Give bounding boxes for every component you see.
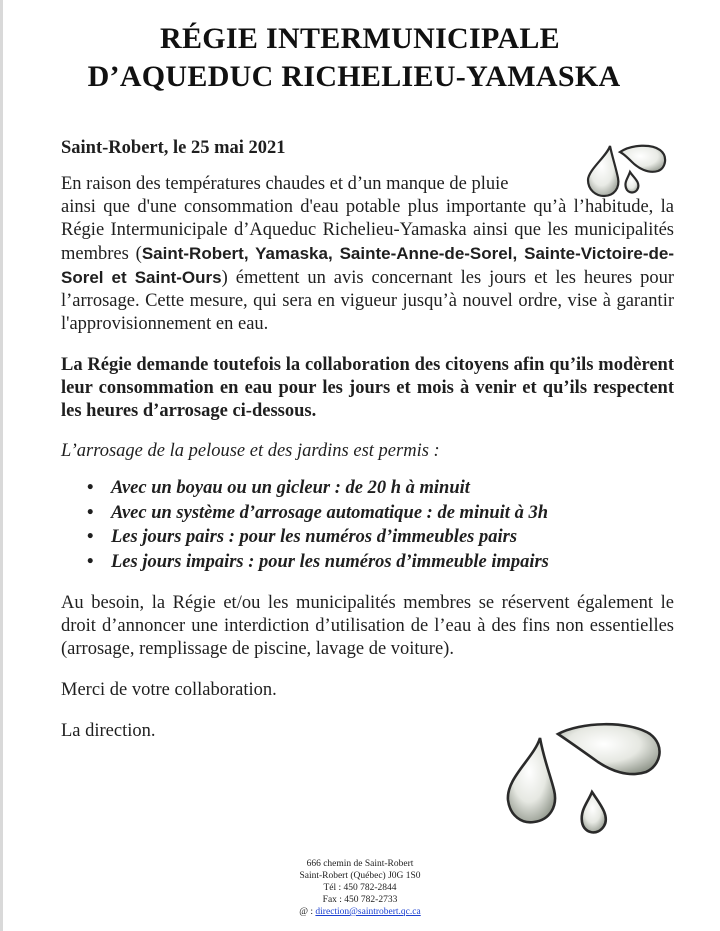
- footer-email-row: [0, 906, 720, 918]
- footer-address-line-1: 666 chemin de Saint-Robert: [306, 859, 414, 869]
- page-title-line-2: D’AQUEDUC RICHELIEU-YAMASKA: [87, 60, 621, 93]
- watering-intro: L’arrosage de la pelouse et des jardins est permis :: [61, 441, 440, 461]
- email-link[interactable]: direction@saintrobert.qc.ca: [315, 907, 421, 917]
- page-border: [0, 0, 3, 931]
- spacer: [61, 661, 674, 679]
- signature: La direction.: [61, 721, 156, 741]
- list-item: • Les jours impairs : pour les numéros d’immeuble impairs: [111, 550, 674, 575]
- spacer: [61, 336, 674, 354]
- watering-rules-list: [61, 476, 674, 574]
- paragraph-1-text-a: ainsi que d'une consommation d'eau potable plus importante qu’à l’habitude, la Régie Intermunicipale d’Aqueduc Richelieu-Yamaska ainsi que les municipalités membres (: [61, 197, 674, 264]
- paragraph-3: Au besoin, la Régie et/ou les municipalités membres se réservent également le droit d’annoncer une interdiction d’utilisation de l’eau à des fins non essentielles (arrosage, remplissage de piscine, lavage de voiture).: [61, 593, 674, 659]
- footer-contact: [0, 858, 720, 918]
- list-item: • Avec un système d’arrosage automatique : de minuit à 3h: [111, 501, 674, 526]
- list-item: • Les jours pairs : pour les numéros d’immeubles pairs: [111, 525, 674, 550]
- page-title-line-1: RÉGIE INTERMUNICIPALE: [160, 22, 560, 55]
- paragraph-2: La Régie demande toutefois la collaboration des citoyens afin qu’ils modèrent leur consommation en eau pour les jours et mois à venir et qu’ils respectent les heures d’arrosage ci-dessous.: [61, 355, 674, 421]
- member-municipalities: Saint-Robert, Yamaska, Sainte-Anne-de-Sorel, Sainte-Victoire-de-Sorel et Saint-Ours: [61, 244, 674, 287]
- letter-date: Saint-Robert, le 25 mai 2021: [61, 138, 286, 158]
- email-prefix: @ :: [299, 907, 314, 917]
- footer-fax: Fax : 450 782-2733: [322, 895, 398, 905]
- letter-body: [61, 138, 674, 743]
- footer-phone: Tél : 450 782-2844: [323, 883, 397, 893]
- paragraph-1-text-b: ) émettent un avis concernant les jours et les heures pour l’arrosage. Cette mesure, qui sera en vigueur jusqu’à nouvel ordre, vise à garantir l'approvisionnement en eau.: [61, 268, 674, 334]
- spacer: [61, 702, 674, 720]
- paragraph-1-first-line: En raison des températures chaudes et d’un manque de pluie: [61, 174, 509, 194]
- footer-address-line-2: Saint-Robert (Québec) J0G 1S0: [299, 871, 421, 881]
- thanks-line: Merci de votre collaboration.: [61, 680, 277, 700]
- spacer: [61, 574, 674, 592]
- water-drops-icon: [500, 720, 668, 844]
- paragraph-1: [61, 196, 674, 336]
- list-item: • Avec un boyau ou un gicleur : de 20 h à minuit: [111, 476, 674, 501]
